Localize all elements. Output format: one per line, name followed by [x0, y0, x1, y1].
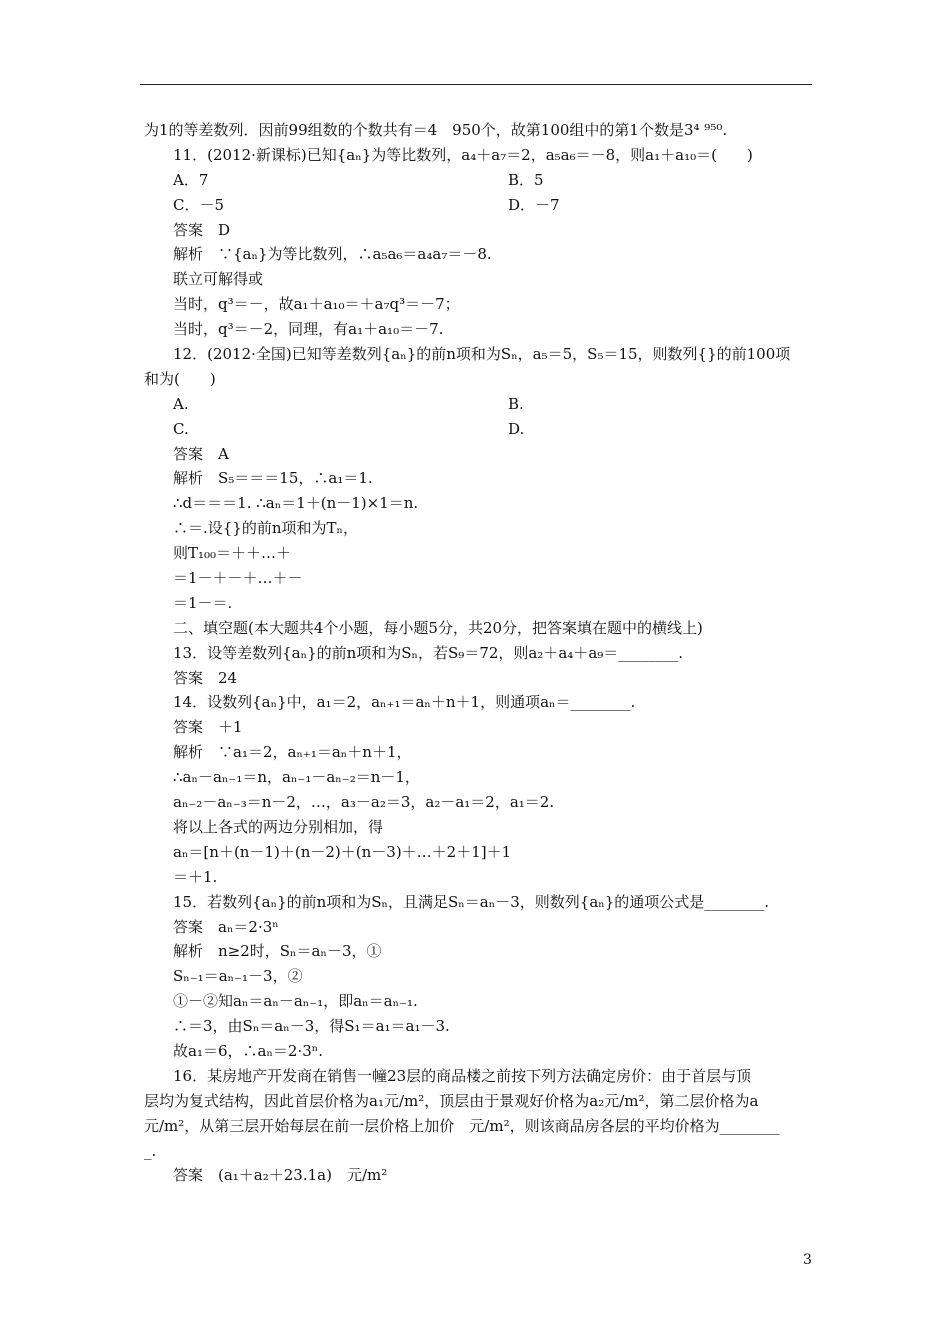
text-line: 当时，q³＝－2，同理，有a₁＋a₁₀＝－7.	[173, 320, 444, 339]
q11-option-d: D．－7	[508, 195, 560, 214]
q15-answer: 答案 aₙ＝2·3ⁿ	[173, 917, 279, 936]
question-12-stem: 12．(2012·全国)已知等差数列{aₙ}的前n项和为Sₙ，a₅＝5，S₅＝15，则数列{}的前100项	[173, 345, 791, 364]
q16-answer: 答案 (a₁＋a₂＋23.1a) 元/m²	[173, 1166, 388, 1185]
text-line: ∴d＝＝＝1. ∴aₙ＝1＋(n－1)×1＝n.	[173, 494, 419, 513]
question-15-stem: 15．若数列{aₙ}的前n项和为Sₙ，且满足Sₙ＝aₙ－3，则数列{aₙ}的通项公式是________.	[173, 892, 770, 911]
q12-solution: 解析 S₅＝＝＝15，∴a₁＝1.	[173, 469, 373, 488]
q14-answer: 答案 ＋1	[173, 718, 243, 737]
question-14-stem: 14．设数列{aₙ}中，a₁＝2，aₙ₊₁＝aₙ＋n＋1，则通项aₙ＝________.	[173, 693, 636, 712]
q11-option-c: C．－5	[173, 195, 225, 214]
text-line: aₙ₋₂－aₙ₋₃＝n－2，…，a₃－a₂＝3，a₂－a₁＝2，a₁＝2.	[173, 793, 555, 812]
section-heading: 二、填空题(本大题共4个小题，每小题5分，共20分，把答案填在题中的横线上)	[173, 618, 703, 637]
q11-options-row-2	[144, 193, 816, 218]
text-line: 则T₁₀₀＝＋＋…＋	[173, 544, 292, 563]
q11-solution: 解析 ∵{aₙ}为等比数列，∴a₅a₆＝a₄a₇＝－8.	[173, 245, 492, 264]
q12-option-c: C.	[173, 419, 189, 438]
text-line: ①－②知aₙ＝aₙ－aₙ₋₁，即aₙ＝aₙ₋₁.	[173, 992, 418, 1011]
text-line: ＝1－＝.	[173, 593, 233, 612]
q11-options-row-1	[144, 168, 816, 193]
text-line: _.	[144, 1141, 157, 1160]
text-line: 层均为复式结构，因此首层价格为a₁元/m²，顶层由于景观好价格为a₂元/m²，第二层价格为a	[144, 1091, 759, 1110]
text-line: 当时，q³＝－，故a₁＋a₁₀＝＋a₇q³＝－7；	[173, 295, 460, 314]
question-11-stem: 11．(2012·新课标)已知{aₙ}为等比数列，a₄＋a₇＝2，a₅a₆＝－8，则a₁＋a₁₀＝( )	[173, 145, 753, 164]
q11-answer: 答案 D	[173, 220, 231, 239]
question-13-stem: 13．设等差数列{aₙ}的前n项和为Sₙ，若S₉＝72，则a₂＋a₄＋a₉＝________.	[173, 643, 684, 662]
text-line: ＝＋1.	[173, 867, 218, 886]
question-16-stem: 16．某房地产开发商在销售一幢23层的商品楼之前按下列方法确定房价：由于首层与顶	[173, 1066, 752, 1085]
q15-solution: 解析 n≥2时，Sₙ＝aₙ－3，①	[173, 942, 382, 961]
q12-options-row-1	[144, 392, 816, 417]
text-line: ∴aₙ－aₙ₋₁＝n，aₙ₋₁－aₙ₋₂＝n－1，	[173, 768, 420, 787]
text-line: 故a₁＝6，∴aₙ＝2·3ⁿ.	[173, 1041, 324, 1060]
q11-option-b: B．5	[508, 170, 544, 189]
text-line: 和为( )	[144, 369, 216, 388]
text-line: ＝1－＋－＋…＋－	[173, 569, 303, 588]
text-line: aₙ＝[n＋(n－1)＋(n－2)＋(n－3)＋…＋2＋1]＋1	[173, 842, 512, 861]
q12-option-a: A.	[173, 394, 189, 413]
text-line: 将以上各式的两边分别相加，得	[173, 817, 384, 836]
header-rule	[140, 84, 812, 85]
q12-option-b: B.	[508, 394, 524, 413]
text-line: 为1的等差数列．因前99组数的个数共有＝4 950个，故第100组中的第1个数是3⁴ ⁹⁵⁰.	[144, 121, 728, 139]
page-content	[144, 118, 816, 1188]
text-line: Sₙ₋₁＝aₙ₋₁－3，②	[173, 967, 303, 986]
text-line: 元/m²，从第三层开始每层在前一层价格上加价 元/m²，则该商品房各层的平均价格为________	[144, 1116, 780, 1135]
q12-option-d: D.	[508, 419, 525, 438]
q14-solution: 解析 ∵a₁＝2，aₙ₊₁＝aₙ＋n＋1，	[173, 743, 412, 762]
page-number: 3	[803, 1252, 812, 1268]
q12-options-row-2	[144, 417, 816, 442]
q13-answer: 答案 24	[173, 668, 238, 687]
q11-option-a: A．7	[173, 170, 209, 189]
text-line: ∴＝3，由Sₙ＝aₙ－3，得S₁＝a₁＝a₁－3.	[173, 1017, 450, 1036]
text-line: 联立可解得或	[173, 270, 264, 289]
text-line: ∴＝.设{}的前n项和为Tₙ，	[173, 519, 359, 538]
q12-answer: 答案 A	[173, 444, 229, 463]
